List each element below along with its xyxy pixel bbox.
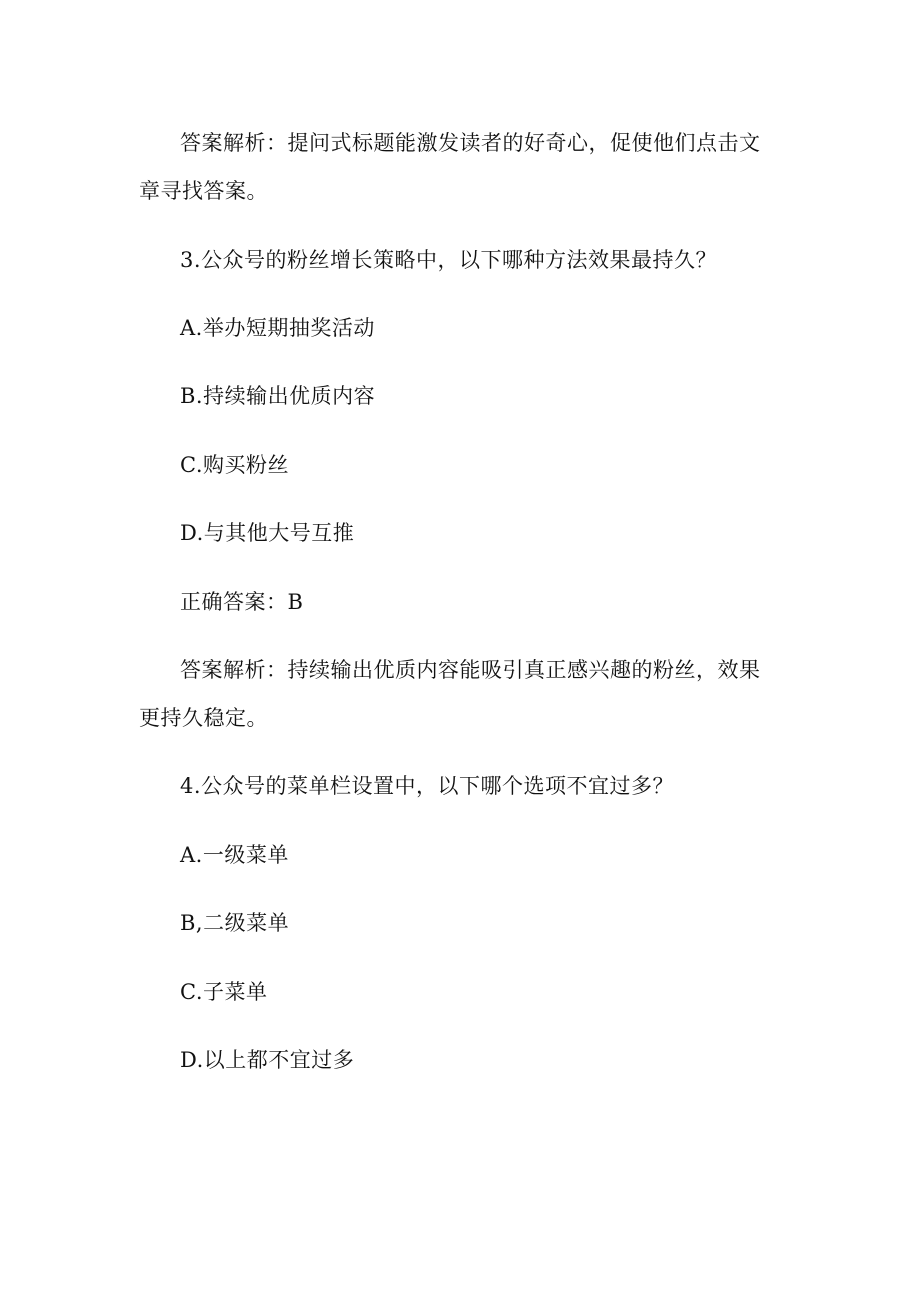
q3-analysis-line-1: 答案解析：持续输出优质内容能吸引真正感兴趣的粉丝，效果 — [180, 658, 761, 682]
q4-option-a: A.一级菜单 — [180, 843, 289, 867]
q3-option-d: D.与其他大号互推 — [180, 521, 355, 545]
q3-question: 3.公众号的粉丝增长策略中，以下哪种方法效果最持久？ — [180, 248, 718, 272]
q4-option-b: B,二级菜单 — [180, 911, 290, 935]
q4-option-c: C.子菜单 — [180, 980, 268, 1004]
q2-analysis-line-1: 答案解析：提问式标题能激发读者的好奇心，促使他们点击文 — [180, 131, 761, 155]
q3-correct-answer: 正确答案：B — [180, 590, 304, 614]
q3-option-b: B.持续输出优质内容 — [180, 384, 376, 408]
q3-option-a: A.举办短期抽奖活动 — [180, 316, 375, 340]
q4-option-d: D.以上都不宜过多 — [180, 1048, 355, 1072]
q3-option-c: C.购买粉丝 — [180, 453, 289, 477]
q3-analysis-line-2: 更持久稳定。 — [139, 706, 268, 730]
q2-analysis-line-2: 章寻找答案。 — [139, 179, 268, 203]
q4-question: 4.公众号的菜单栏设置中，以下哪个选项不宜过多？ — [180, 774, 675, 798]
